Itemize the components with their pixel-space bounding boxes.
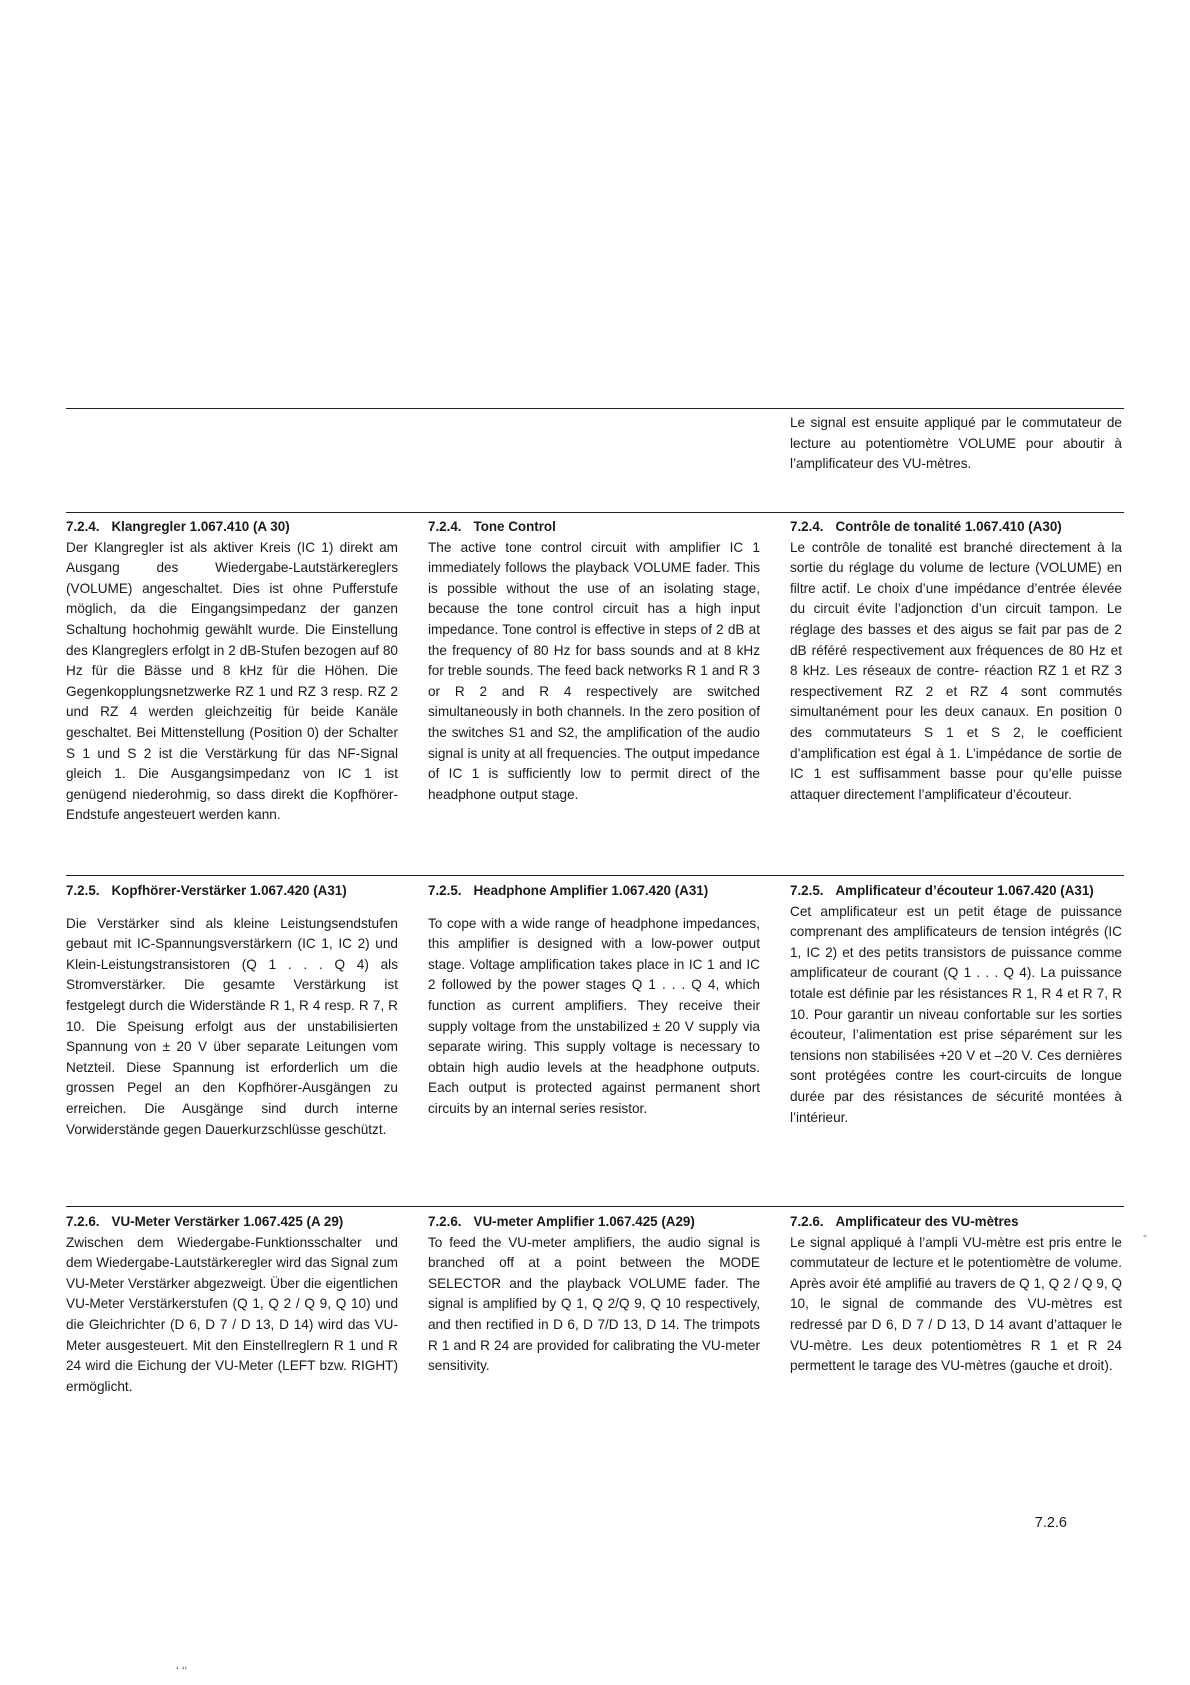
- section-724-en: [428, 517, 760, 805]
- section-rule-2: [66, 875, 1124, 876]
- intro-text: Le signal est ensuite appliqué par le commutateur de lecture au potentiomètre VOLUME pour aboutir à l’amplificateur des VU-mètres.: [790, 415, 1122, 472]
- section-body: To feed the VU-meter amplifiers, the audio signal is branched off at a point between the MODE SELECTOR and the playback VOLUME fader. The signal is amplified by Q 1, Q 2/Q 9, Q 10 respectively, and then rectified in D 6, D 7/D 13, D 14. The trimpots R 1 and R 24 are provided for calibrating the VU-meter sensitivity.: [428, 1234, 760, 1374]
- top-rule: [66, 408, 1124, 409]
- section-body: Der Klangregler ist als aktiver Kreis (IC 1) direkt am Ausgang des Wiedergabe-Lautstärkereglers (VOLUME) angeschaltet. Dies ist ohne Pufferstufe möglich, da die Eingangsimpedanz der ganzen Schaltung hochohmig gewählt wurde. Die Einstellung des Klangreglers erfolgt in 2 dB-Stufen bezogen auf 80 Hz für die Bässe und 8 kHz für die Höhen. Die Gegenkopplungsnetzwerke RZ 1 und RZ 3 resp. RZ 2 und RZ 4 werden gleichzeitig für beide Kanäle geschaltet. Bei Mittenstellung (Position 0) der Schalter S 1 und S 2 ist die Verstärkung für das NF-Signal gleich 1. Die Ausgangsimpedanz von IC 1 ist genügend niederohmig, so dass direkt die Kopfhörer-Endstufe angesteuert werden kann.: [66, 539, 398, 823]
- section-726-de: [66, 1212, 398, 1397]
- section-heading: 7.2.5. Headphone Amplifier 1.067.420 (A31): [428, 883, 709, 898]
- section-725-fr: [790, 881, 1122, 1128]
- section-body: Cet amplificateur est un petit étage de puissance comprenant des amplificateurs de tension intégrés (IC 1, IC 2) et des petits transistors de puissance comme amplificateur de courant (Q 1 . . . Q 4). La puissance totale est définie par les résistances R 1, R 4 et R 7, R 10. Pour garantir un niveau confortable sur les sorties écouteur, l’alimentation est prise séparément sur les tensions non stabilisées +20 V et –20 V. Ces dernières sont protégées contre les court-circuits de longue durée par des résistances de sécurité montées à l’intérieur.: [790, 903, 1122, 1125]
- section-725-de: [66, 881, 398, 1140]
- scan-mark: ‘ ‘‘: [176, 1664, 188, 1678]
- section-body: Die Verstärker sind als kleine Leistungsendstufen gebaut mit IC-Spannungsverstärkern (IC 1, IC 2) und Klein-Leistungstransistoren (Q 1 . . . Q 4) als Stromverstärker. Die gesamte Verstärkung ist festgelegt durch die Widerstände R 1, R 4 resp. R 7, R 10. Die Speisung erfolgt aus der unstabilisierten Spannung von ± 20 V über separate Leitungen vom Netzteil. Diese Spannung ist erforderlich um die grossen Pegel an den Kopfhörer-Ausgängen zu erreichen. Die Ausgänge sind durch interne Vorwiderstände gegen Dauerkurzschlüsse geschützt.: [66, 915, 398, 1137]
- section-725-en: [428, 881, 760, 1120]
- section-body: Le signal appliqué à l’ampli VU-mètre est pris entre le commutateur de lecture et le potentiomètre de volume. Après avoir été amplifié au travers de Q 1, Q 2 / Q 9, Q 10, le signal de commande des VU-mètres est redressé par D 6, D 7 / D 13, D 14 avant d’attaquer le VU-mètre. Les deux potentiomètres R 1 et R 24 permettent le tarage des VU-mètres (gauche et droit).: [790, 1234, 1122, 1374]
- section-heading: 7.2.4. Contrôle de tonalité 1.067.410 (A30): [790, 519, 1062, 534]
- section-heading: 7.2.6. Amplificateur des VU-mètres: [790, 1214, 1019, 1229]
- section-body: Le contrôle de tonalité est branché directement à la sortie du réglage du volume de lecture (VOLUME) en filtre actif. Le choix d’une impédance d’entrée élevée du circuit évite l’adjonction d’un circuit tampon. Le réglage des basses et des aigus se fait par pas de 2 dB référé respectivement aux fréquences de 80 Hz et 8 kHz. Les réseaux de contre- réaction RZ 1 et RZ 3 respectivement RZ 2 et RZ 4 sont commutés simultanément pour les deux canaux. En position 0 des commutateurs S 1 et S 2, le coefficient d’amplification est égal à 1. L’impédance de sortie de IC 1 est suffisamment basse pour qu’elle puisse attaquer directement l’amplificateur d’écouteur.: [790, 539, 1122, 802]
- section-726-fr: [790, 1212, 1122, 1377]
- section-rule-3: [66, 1206, 1124, 1207]
- section-rule-1: [66, 512, 1124, 513]
- section-body: Zwischen dem Wiedergabe-Funktionsschalter und dem Wiedergabe-Lautstärkeregler wird das Signal zum VU-Meter Verstärker abgezweigt. Über die eigentlichen VU-Meter Verstärkerstufen (Q 1, Q 2 / Q 9, Q 10) und die Gleichrichter (D 6, D 7 / D 13, D 14) wird das VU-Meter ausgesteuert. Mit den Einstellreglern R 1 und R 24 wird die Eichung der VU-Meter (LEFT bzw. RIGHT) ermöglicht.: [66, 1234, 398, 1394]
- section-heading: 7.2.4. Klangregler 1.067.410 (A 30): [66, 519, 290, 534]
- section-heading: 7.2.5. Kopfhörer-Verstärker 1.067.420 (A31): [66, 883, 347, 898]
- section-724-de: [66, 517, 398, 826]
- section-heading: 7.2.6. VU-meter Amplifier 1.067.425 (A29): [428, 1214, 695, 1229]
- page-number: 7.2.6: [1034, 1515, 1067, 1531]
- section-heading: 7.2.4. Tone Control: [428, 519, 556, 534]
- section-heading: 7.2.6. VU-Meter Verstärker 1.067.425 (A 29): [66, 1214, 344, 1229]
- scan-mark: -: [1143, 1228, 1147, 1242]
- intro-paragraph: [790, 413, 1122, 475]
- section-body: The active tone control circuit with amplifier IC 1 immediately follows the playback VOLUME fader. This is possible without the use of an isolating stage, because the tone control circuit has a high input impedance. Tone control is effective in steps of 2 dB at the frequency of 80 Hz for bass sounds and at 8 kHz for treble sounds. The feed back networks R 1 and R 3 or R 2 and R 4 respectively are switched simultaneously in both channels. In the zero position of the switches S1 and S2, the amplification of the audio signal is unity at all frequencies. The output impedance of IC 1 is sufficiently low to permit direct of the headphone output stage.: [428, 539, 760, 802]
- section-724-fr: [790, 517, 1122, 805]
- section-726-en: [428, 1212, 760, 1377]
- section-heading: 7.2.5. Amplificateur d’écouteur 1.067.420 (A31): [790, 883, 1094, 898]
- section-body: To cope with a wide range of headphone impedances, this amplifier is designed with a low-power output stage. Voltage amplification takes place in IC 1 and IC 2 followed by the power stages Q 1 . . . Q 4, which function as current amplifiers. They receive their supply voltage from the unstabilized ± 20 V supply via separate wiring. This supply voltage is necessary to obtain high audio levels at the headphone outputs. Each output is protected against permanent short circuits by an internal series resistor.: [428, 915, 760, 1116]
